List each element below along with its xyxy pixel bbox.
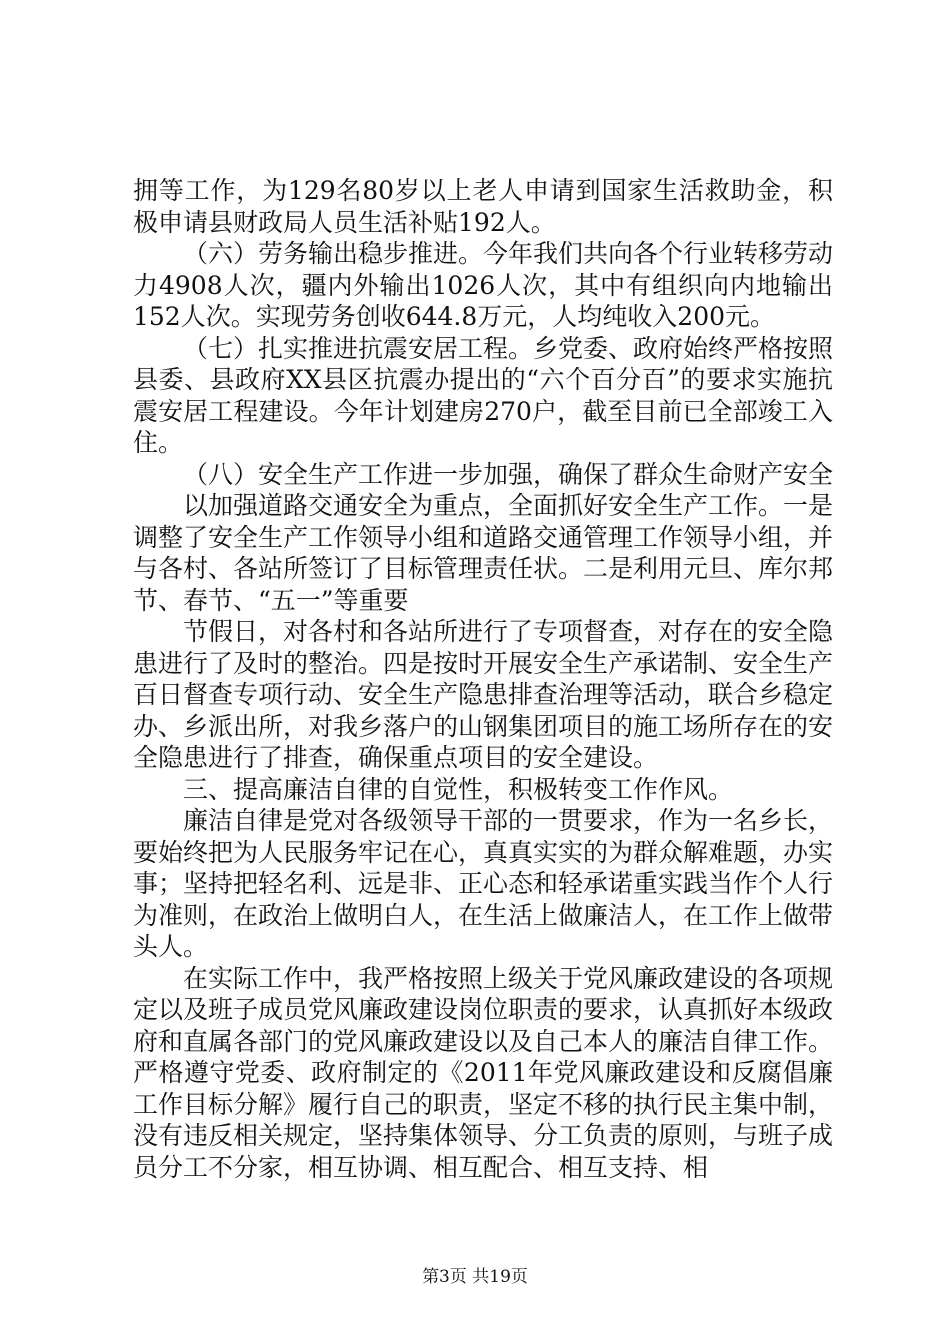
paragraph-1: 拥等工作，为129名80岁以上老人申请到国家生活救助金，积极申请县财政局人员生活补贴192人。	[133, 176, 833, 237]
paragraph-7: 三、提高廉洁自律的自觉性，积极转变工作作风。	[183, 774, 734, 804]
paragraph-3: （七）扎实推进抗震安居工程。乡党委、政府始终严格按照县委、县政府XX县区抗震办提出的“六个百分百”的要求实施抗震安居工程建设。今年计划建房270户，截至目前已全部竣工入住。	[133, 333, 834, 457]
paragraph-8: 廉洁自律是党对各级领导干部的一贯要求，作为一名乡长，要始终把为人民服务牢记在心，真真实实的为群众解难题，办实事；坚持把轻名利、远是非、正心态和轻承诺重实践当作个人行为准则，在政治上做明白人，在生活上做廉洁人，在工作上做带头人。	[133, 806, 834, 961]
paragraph-6: 节假日，对各村和各站所进行了专项督查，对存在的安全隐患进行了及时的整治。四是按时开展安全生产承诺制、安全生产百日督查专项行动、安全生产隐患排查治理等活动，联合乡稳定办、乡派出所，对我乡落户的山钢集团项目的施工场所存在的安全隐患进行了排查，确保重点项目的安全建设。	[133, 617, 834, 772]
page-number-footer: 第3页 共19页	[422, 1267, 528, 1287]
body-text	[133, 175, 833, 1183]
paragraph-9: 在实际工作中，我严格按照上级关于党风廉政建设的各项规定以及班子成员党风廉政建设岗位职责的要求，认真抓好本级政府和直属各部门的党风廉政建设以及自己本人的廉洁自律工作。严格遵守党委、政府制定的《2011年党风廉政建设和反腐倡廉工作目标分解》履行自己的职责，坚定不移的执行民主集中制，没有违反相关规定，坚持集体领导、分工负责的原则，与班子成员分工不分家，相互协调、相互配合、相互支持、相	[133, 963, 834, 1182]
paragraph-2: （六）劳务输出稳步推进。今年我们共向各个行业转移劳动力4908人次，疆内外输出1026人次，其中有组织向内地输出152人次。实现劳务创收644.8万元，人均纯收入200元。	[133, 239, 834, 331]
paragraph-5: 以加强道路交通安全为重点，全面抓好安全生产工作。一是调整了安全生产工作领导小组和道路交通管理工作领导小组，并与各村、各站所签订了目标管理责任状。二是利用元旦、库尔邦节、春节、“五一”等重要	[133, 491, 834, 615]
paragraph-4: （八）安全生产工作进一步加强，确保了群众生命财产安全	[183, 459, 834, 489]
